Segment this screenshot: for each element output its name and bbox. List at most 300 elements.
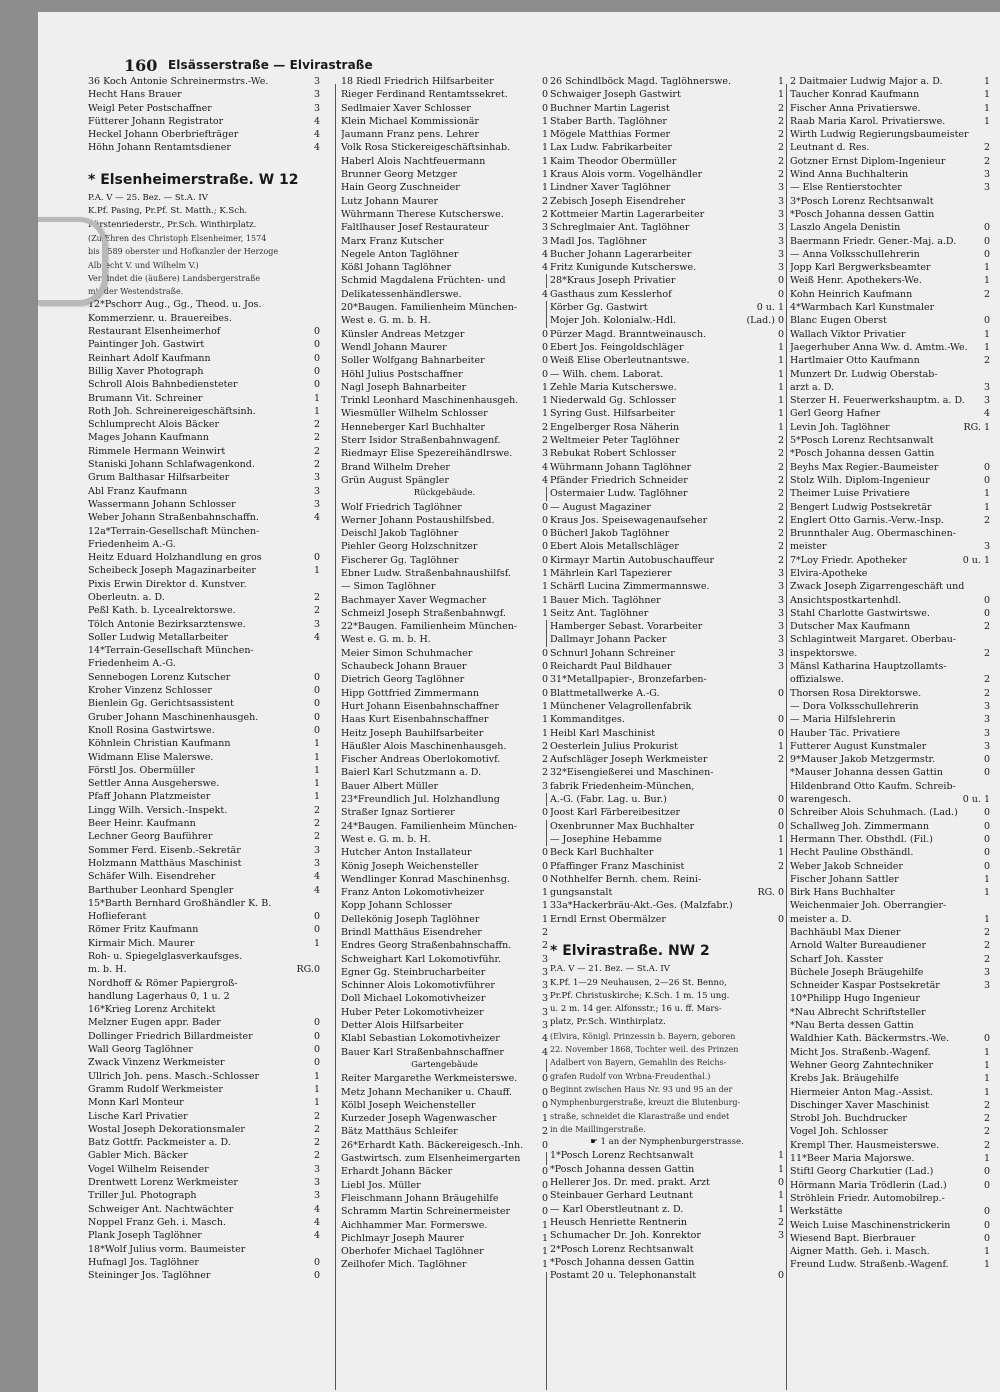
resident-entry [550,899,784,912]
entry-text: Weiß Elise Oberleutnantswe. [550,355,690,367]
resident-entry [341,846,548,859]
resident-entry [88,923,320,936]
resident-entry [790,447,990,460]
street-info [88,192,320,205]
entry-text: Hamberger Sebast. Vorarbeiter [550,621,703,633]
floor-number: RG.0 [296,964,320,976]
floor-number: 2 [777,155,784,167]
street-info [88,155,320,168]
entry-text: 24*Baugen. Familienheim München- [341,820,518,832]
resident-entry [550,607,784,620]
resident-entry [341,102,548,115]
entry-text: Straßer Ignaz Sortierer [341,807,455,819]
entry-text: 14*Terrain-Gesellschaft München- [88,645,254,657]
floor-number: 0 [313,1017,320,1029]
resident-entry [88,1070,320,1083]
entry-text: Schreiber Alois Schuhmach. (Lad.) [790,807,958,819]
entry-text: Oesterlein Julius Prokurist [550,740,678,752]
resident-entry [790,274,990,287]
floor-number: 2 [983,621,990,633]
resident-entry [88,1030,320,1043]
entry-text: Zwack Vinzenz Werkmeister [88,1057,225,1069]
entry-text: Schlumprecht Alois Bäcker [88,419,220,431]
floor-number: 2 [983,1099,990,1111]
floor-number: 2 [313,1150,320,1162]
resident-entry [790,527,990,540]
resident-entry [88,338,320,351]
resident-entry [790,793,990,806]
entry-text: Wendlinger Konrad Maschinenhsg. [341,873,510,885]
entry-text: Deischl Jakob Taglöhner [341,528,459,540]
resident-entry [790,314,990,327]
floor-number: 2 [313,445,320,457]
entry-text: Schmid Magdalena Früchten- und [341,275,506,287]
entry-text: 22. November 1868, Tochter weil. des Prinzen [550,1045,739,1055]
floor-number: 1 [983,275,990,287]
resident-entry [790,607,990,620]
floor-number: 1 [313,392,320,404]
floor-number: 3 [541,235,548,247]
resident-entry [550,700,784,713]
entry-text: Soller Ludwig Metallarbeiter [88,631,229,643]
floor-number: 0 [313,352,320,364]
resident-entry [550,633,784,646]
resident-entry [88,671,320,684]
entry-text: Wolf Friedrich Taglöhner [341,501,462,513]
entry-text: straße, schneidet die Klarastraße und endet [550,1111,730,1121]
floor-number: 1 [983,102,990,114]
resident-entry [341,474,548,487]
entry-text: P.A. V — 25. Bez. — St.A. IV [88,193,208,204]
floor-number: 1 [777,1150,784,1162]
resident-entry [550,766,784,779]
floor-number: 0 [541,847,548,859]
entry-text: Plank Joseph Taglöhner [88,1230,202,1242]
entry-text: Staber Barth. Taglöhner [550,115,667,127]
resident-entry [341,514,548,527]
resident-entry [341,673,548,686]
resident-entry [790,633,990,646]
entry-text: Schumacher Dr. Joh. Konrektor [550,1230,701,1242]
floor-number: 1 [313,778,320,790]
resident-entry [341,181,548,194]
entry-text: Holzmann Matthäus Maschinist [88,857,242,869]
resident-entry [341,288,548,301]
resident-entry [88,352,320,365]
resident-entry [341,314,548,327]
resident-entry [550,208,784,221]
resident-entry [550,673,784,686]
entry-text: Bachmayer Xaver Wegmacher [341,594,487,606]
entry-text: Hiermeier Anton Mag.-Assist. [790,1086,934,1098]
floor-number: 0 [983,820,990,832]
entry-text: Dallmayr Johann Packer [550,634,667,646]
resident-entry [88,75,320,88]
floor-number: 1 [983,76,990,87]
floor-number: 1 [983,1259,990,1271]
entry-text: Wendl Johann Maurer [341,341,447,353]
entry-text: Wallach Viktor Privatier [790,328,906,340]
resident-entry [790,421,990,434]
entry-text: Oxenbrunner Max Buchhalter [550,820,695,832]
column-2 [341,75,548,1272]
floor-number: RG. 1 [963,421,990,433]
entry-text: Schramm Martin Schreinermeister [341,1206,511,1218]
entry-text: 36 Koch Antonie Schreinermstrs.-We. [88,76,269,87]
resident-entry [88,538,320,551]
floor-number: 2 [313,432,320,444]
entry-text: Kirmair Mich. Maurer [88,937,195,949]
entry-text: Hauber Täc. Privatiere [790,727,901,739]
column-rule [786,84,787,1390]
entry-text: offizialswe. [790,674,844,686]
resident-entry [341,394,548,407]
floor-number: 2 [777,754,784,766]
resident-entry [550,368,784,381]
entry-text: Vogel Joh. Schlosser [790,1126,888,1138]
resident-entry [790,580,990,593]
entry-text: Gartengebäude [411,1059,478,1070]
floor-number: 1 [313,1070,320,1082]
resident-entry [790,1072,990,1085]
entry-text: Wiesmüller Wilhelm Schlosser [341,408,488,420]
entry-text: u. 2 m. 14 ger. Alfonsstr.; 16 u. ff. Mars- [550,1004,722,1015]
resident-entry [550,115,784,128]
entry-text: Höhl Julius Postschaffner [341,368,463,380]
entry-text: Römer Fritz Kaufmann [88,924,199,936]
resident-entry [790,1059,990,1072]
resident-entry [550,474,784,487]
resident-entry [550,88,784,101]
entry-text: 10*Philipp Hugo Ingenieur [790,993,920,1005]
resident-entry [341,740,548,753]
resident-entry [88,378,320,391]
entry-text: — Karl Oberstleutnant z. D. [550,1203,684,1215]
resident-entry [790,979,990,992]
floor-number: 0 [777,275,784,287]
entry-text: Postamt 20 u. Telephonanstalt [550,1270,697,1282]
entry-text: Mögele Matthias Former [550,129,671,141]
floor-number: 3 [777,661,784,673]
resident-entry [550,913,784,926]
entry-text: Baierl Karl Schutzmann a. D. [341,767,482,779]
entry-text: Wassermann Johann Schlosser [88,498,236,510]
resident-entry [341,687,548,700]
entry-text: Ansichtspostkartenhdl. [790,594,902,606]
floor-number: 2 [541,927,548,938]
street-info [550,1056,784,1069]
resident-entry [790,1125,990,1138]
floor-number: 3 [983,169,990,181]
floor-number: 3 [541,1006,548,1018]
resident-entry [550,567,784,580]
entry-text: Schallweg Joh. Zimmermann [790,820,929,832]
entry-text: Dietrich Georg Taglöhner [341,674,465,686]
resident-entry [88,1203,320,1216]
floor-number: 1 [983,873,990,885]
entry-text: Leutnant d. Res. [790,142,870,154]
floor-number: 3 [313,472,320,484]
floor-number: 0 [313,724,320,736]
resident-entry [550,527,784,540]
entry-text: — August Magaziner [550,501,651,513]
entry-text: Schreglmaier Ant. Taglöhner [550,222,690,234]
resident-entry [341,1245,548,1258]
entry-text: Jaumann Franz pens. Lehrer [341,129,479,141]
floor-number: 2 [313,591,320,603]
resident-entry [790,75,990,88]
resident-entry [341,926,548,939]
floor-number: 0 [541,661,548,673]
floor-number: 2 [777,102,784,114]
entry-text: 15*Barth Bernhard Großhändler K. B. [88,897,272,909]
entry-text: Bauer Karl Straßenbahnschaffner [341,1046,504,1058]
entry-text: ☛ 1 an der Nymphenburgerstrasse. [590,1137,744,1148]
resident-entry [550,102,784,115]
floor-number: 1 [313,1083,320,1095]
floor-number: 0 [541,1166,548,1178]
entry-text: Fürstenriederstr., Pr.Sch. Winthirplatz. [88,219,257,230]
entry-text: Steininger Jos. Taglöhner [88,1270,211,1282]
entry-text: Sedlmaier Xaver Schlosser [341,102,471,114]
floor-number: 1 [983,262,990,274]
entry-text: *Posch Johanna dessen Gattin [790,208,935,220]
entry-text: Krempl Ther. Hausmeisterswe. [790,1139,940,1151]
entry-text: Madl Jos. Taglöhner [550,235,647,247]
entry-text: Detter Alois Hilfsarbeiter [341,1020,464,1032]
floor-number: 2 [983,1126,990,1138]
floor-number: 0 [983,807,990,819]
floor-number: 0 [313,365,320,377]
floor-number: 0 [313,671,320,683]
floor-number: 3 [541,448,548,460]
entry-text: Englert Otto Garnis.-Verw.-Insp. [790,514,944,526]
entry-text: Weber Johann Straßenbahnschaffn. [88,512,259,524]
resident-entry [88,777,320,790]
entry-text: gungsanstalt [550,887,613,899]
entry-text: Schäfer Wilh. Eisendreher [88,871,216,883]
floor-number: 4 [313,142,320,154]
resident-entry [790,181,990,194]
entry-text: 22*Baugen. Familienheim München- [341,621,518,633]
resident-entry [88,1123,320,1136]
resident-entry [790,501,990,514]
resident-entry [341,1125,548,1138]
floor-number: 1 [983,1246,990,1258]
resident-entry [550,181,784,194]
resident-entry [341,1032,548,1045]
floor-number: 1 [541,155,548,167]
resident-entry [790,873,990,886]
entry-text: Aigner Matth. Geh. i. Masch. [790,1246,930,1258]
resident-entry [790,394,990,407]
floor-number: 3 [541,993,548,1005]
entry-text: Kößl Johann Taglöhner [341,262,452,274]
resident-entry [790,368,990,381]
entry-text: Erndl Ernst Obermälzer [550,913,666,925]
entry-text: Munzert Dr. Ludwig Oberstab- [790,368,938,380]
resident-entry [550,341,784,354]
resident-entry [550,540,784,553]
entry-text: Oberhofer Michael Taglöhner [341,1246,484,1258]
floor-number: 1 [313,405,320,417]
resident-entry [88,102,320,115]
entry-text: platz, Pr.Sch. Winthirplatz. [550,1017,666,1028]
entry-text: Lechner Georg Bauführer [88,831,213,843]
floor-number: 1 [777,395,784,407]
entry-text: Beyhs Max Regier.-Baumeister [790,461,939,473]
floor-number: 0 [541,328,548,340]
floor-number: 2 [983,1139,990,1151]
entry-text: Lutz Johann Maurer [341,195,439,207]
resident-entry [341,88,548,101]
entry-text: Brunner Georg Metzger [341,169,458,181]
column-4 [790,75,990,1272]
resident-entry [341,966,548,979]
resident-entry [550,860,784,873]
entry-text: Peßl Kath. b. Lycealrektorswe. [88,605,236,617]
resident-entry [790,594,990,607]
resident-entry [790,753,990,766]
floor-number: 3 [983,727,990,739]
resident-entry [790,727,990,740]
entry-text: Schaubeck Johann Brauer [341,661,467,673]
floor-number: 0 [983,1206,990,1218]
entry-text: Gramm Rudolf Werkmeister [88,1083,223,1095]
floor-number: 2 [777,435,784,447]
entry-text: Verbindet die (äußere) Landsbergerstraße [88,273,261,283]
resident-entry [341,1019,548,1032]
floor-number: 0 [777,807,784,819]
entry-text: Doll Michael Lokomotivheizer [341,993,486,1005]
entry-text: handlung Lagerhaus 0, 1 u. 2 [88,990,230,1002]
resident-entry [790,1139,990,1152]
floor-number: 1 [541,900,548,912]
entry-text: König Joseph Weichensteller [341,860,479,872]
floor-number: 3 [313,89,320,101]
entry-text: Pfaffinger Franz Maschinist [550,860,685,872]
resident-entry [88,790,320,803]
resident-entry [341,580,548,593]
floor-number: 4 [313,1230,320,1242]
entry-text: Piehler Georg Holzschnitzer [341,541,478,553]
entry-text: Mährlein Karl Tapezierer [550,567,672,579]
floor-number: 0 [983,847,990,859]
resident-entry [341,939,548,952]
resident-entry [790,141,990,154]
floor-number: 1 [777,89,784,101]
entry-text: Hutcher Anton Installateur [341,847,472,859]
resident-entry [88,977,320,990]
resident-entry [790,660,990,673]
entry-text: Ostermaier Ludw. Taglöhner [550,488,688,500]
floor-number: 3 [777,647,784,659]
floor-number: 0 [541,1086,548,1098]
entry-text: Batz Gottfr. Packmeister a. D. [88,1137,231,1149]
entry-text: — Wilh. chem. Laborat. [550,368,664,380]
entry-text: Sommer Ferd. Eisenb.-Sekretär [88,844,241,856]
entry-text: Kirmayr Martin Autobuschauffeur [550,554,715,566]
entry-text: Monn Karl Monteur [88,1097,184,1109]
floor-number: 0 [983,248,990,260]
resident-entry [88,1176,320,1189]
resident-entry [341,953,548,966]
entry-text: Mojer Joh. Kolonialw.-Hdl. [550,315,677,327]
resident-entry [341,1152,548,1165]
entry-text: Wehner Georg Zahntechniker [790,1059,934,1071]
resident-entry [88,1149,320,1162]
floor-number: 2 [777,541,784,553]
floor-number: 0 [983,235,990,247]
entry-text: Jaegerhuber Anna Ww. d. Amtm.-We. [790,341,968,353]
resident-entry [790,102,990,115]
entry-text: Kurzeder Joseph Wagenwascher [341,1113,497,1125]
resident-entry [790,168,990,181]
entry-text: Lax Ludw. Fabrikarbeiter [550,142,672,154]
entry-text: Körber Gg. Gastwirt [550,302,648,314]
column-1 [88,75,320,1282]
floor-number: 1 [983,887,990,899]
resident-entry [88,1243,320,1256]
floor-number: 0 [983,607,990,619]
floor-number: 0 [777,714,784,726]
resident-entry [790,700,990,713]
floor-number: 2 [541,940,548,952]
entry-text: Blanc Eugen Oberst [790,315,887,327]
entry-text: Schnurl Johann Schreiner [550,647,675,659]
resident-entry [550,820,784,833]
entry-text: Zebisch Joseph Eisendreher [550,195,686,207]
resident-entry [341,820,548,833]
resident-entry [790,966,990,979]
resident-entry [341,713,548,726]
floor-number: 1 [541,607,548,619]
resident-entry [88,618,320,631]
resident-entry [790,913,990,926]
entry-text: Weber Jakob Schneider [790,860,903,872]
entry-text: Meier Simon Schuhmacher [341,647,473,659]
floor-number: 1 [983,1086,990,1098]
entry-text: Paintinger Joh. Gastwirt [88,339,205,351]
resident-entry [341,328,548,341]
resident-entry [341,899,548,912]
floor-number: 1 [777,381,784,393]
resident-entry [341,806,548,819]
entry-text: Marx Franz Kutscher [341,235,444,247]
floor-number: 0 [313,1044,320,1056]
resident-entry [790,766,990,779]
entry-text: Gabler Mich. Bäcker [88,1150,188,1162]
resident-entry [550,740,784,753]
entry-text: Freund Ludw. Straßenb.-Wagenf. [790,1259,949,1271]
floor-number: 2 [983,355,990,367]
entry-text: Schweiger Ant. Nachtwächter [88,1203,234,1215]
entry-text: Brand Wilhelm Dreher [341,461,450,473]
street-info [341,1059,548,1072]
entry-text: Haberl Alois Nachtfeuermann [341,155,486,167]
entry-text: Beck Karl Buchhalter [550,847,654,859]
floor-number: 1 [777,1190,784,1202]
resident-entry [550,195,784,208]
floor-number: 0 u. 1 [962,794,990,806]
street-info [88,245,320,258]
resident-entry [790,341,990,354]
resident-entry [88,884,320,897]
entry-text: Lindner Xaver Taglöhner [550,182,671,194]
resident-entry [341,540,548,553]
resident-entry [790,567,990,580]
floor-number: 1 [983,115,990,127]
